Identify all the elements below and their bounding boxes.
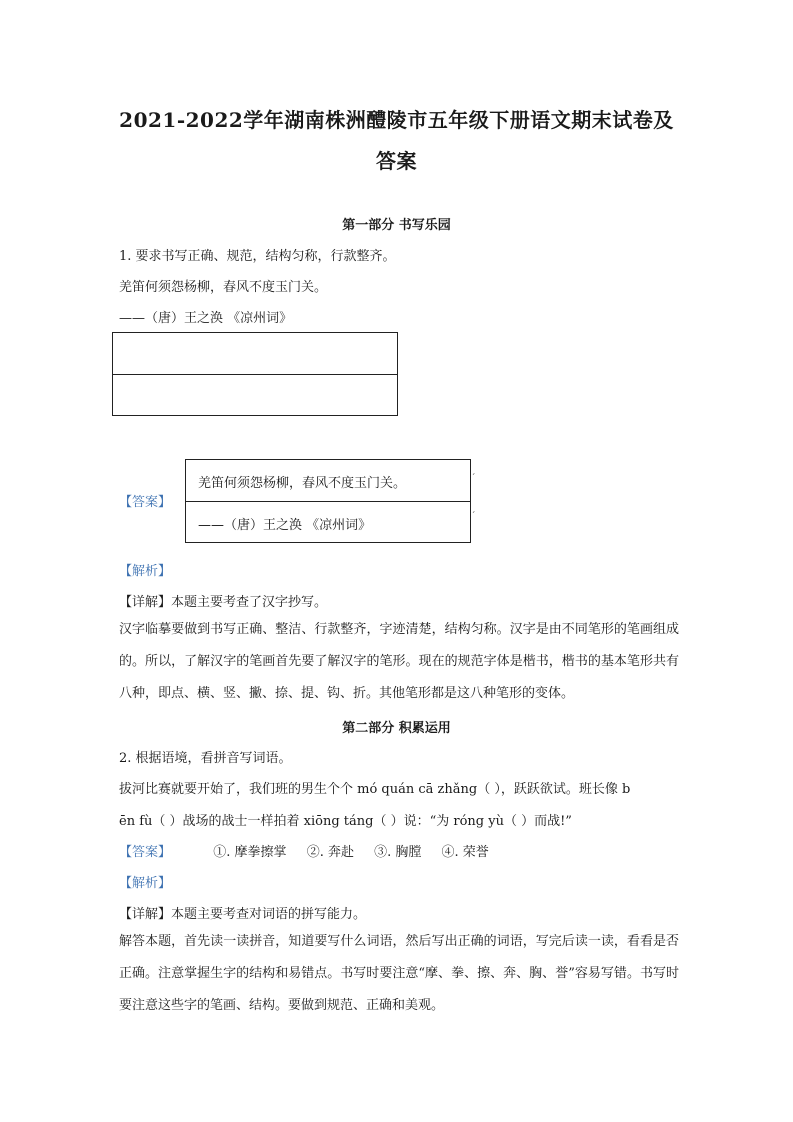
answer-source-line: ——（唐）王之涣 《凉州词》 (198, 518, 372, 533)
part1-heading: 第一部分 书写乐园 (342, 218, 451, 233)
answer-poem-line: 羌笛何须怨杨柳，春风不度玉门关。 (198, 476, 407, 491)
document-title-line2: 答案 (376, 149, 417, 173)
q2-text-line1: 拔河比赛就要开始了，我们班的男生个个 mó quán cā zhǎng（ ），跃跃欲试。班长像 b (119, 782, 631, 797)
q1-answer-label: 【答案】 (119, 495, 172, 510)
part2-heading: 第二部分 积累运用 (342, 721, 451, 736)
writing-box[interactable] (112, 332, 398, 416)
return-mark-icon: ˊ (471, 474, 476, 484)
q2-detail: 【详解】本题主要考查对词语的拼写能力。 (119, 907, 367, 922)
q1-prompt: 1. 要求书写正确、规范，结构匀称，行款整齐。 (119, 249, 396, 264)
document-title-line1: 2021-2022学年湖南株洲醴陵市五年级下册语文期末试卷及 (119, 108, 674, 132)
q2-answer-item: ③. 胸膛 (374, 845, 422, 860)
q2-answer-label: 【答案】 (119, 845, 172, 860)
q2-answer-item: ①. 摩拳擦掌 (213, 845, 287, 860)
return-mark-icon: ˊ (471, 512, 476, 522)
q1-analysis-label: 【解析】 (119, 564, 172, 579)
q2-prompt: 2. 根据语境，看拼音写词语。 (119, 751, 292, 766)
writing-box-divider (113, 374, 397, 375)
answer-box-divider (186, 501, 470, 502)
q2-explanation: 解答本题，首先读一读拼音，知道要写什么词语，然后写出正确的词语，写完后读一读，看看是否正确。注意掌握生字的结构和易错点。书写时要注意“摩、拳、擦、奔、胸、誉”容易写错。书写时要注意这些字的笔画、结构。要做到规范、正确和美观。 (119, 934, 679, 1013)
q2-answer-item: ④. 荣誉 (441, 845, 489, 860)
q2-text-line2: ēn fù（ ）战场的战士一样拍着 xiōng táng（ ）说：“为 róng yù（ ）而战!” (119, 814, 572, 829)
q2-analysis-label: 【解析】 (119, 876, 172, 891)
q2-answer-item: ②. 奔赴 (306, 845, 354, 860)
q1-explanation: 汉字临摹要做到书写正确、整洁、行款整齐，字迹清楚，结构匀称。汉字是由不同笔形的笔画组成的。所以，了解汉字的笔画首先要了解汉字的笔形。现在的规范字体是楷书，楷书的基本笔形共有八种，即点、横、竖、撇、捺、提、钩、折。其他笔形都是这八种笔形的变体。 (119, 622, 679, 701)
q1-poem: 羌笛何须怨杨柳，春风不度玉门关。 (119, 280, 328, 295)
answer-box (185, 459, 471, 543)
q1-detail: 【详解】本题主要考查了汉字抄写。 (119, 595, 328, 610)
q2-answer-row (119, 841, 505, 860)
q1-source: ——（唐）王之涣 《凉州词》 (119, 311, 293, 326)
